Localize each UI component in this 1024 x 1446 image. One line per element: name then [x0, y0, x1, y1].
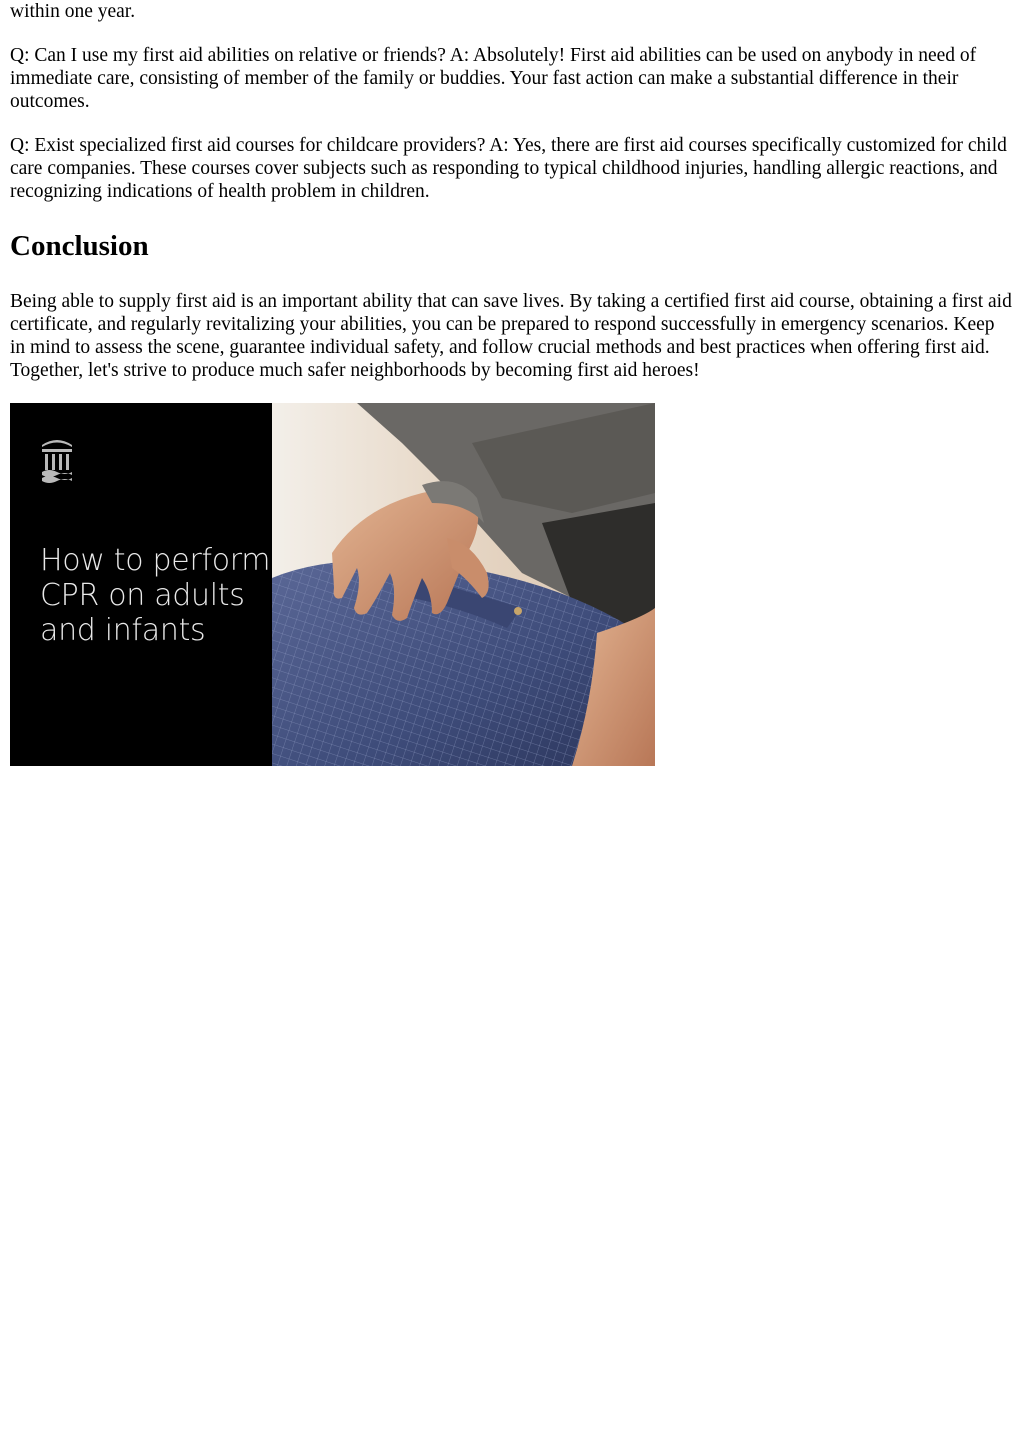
image-title [40, 543, 271, 648]
cpr-chest-compression-photo [272, 403, 655, 766]
cpr-article-image [10, 403, 655, 766]
image-title-line: and infants [40, 613, 206, 648]
faq-item-relatives: Q: Can I use my first aid abilities on relative or friends? A: Absolutely! First aid abilities can be used on anybody in need of immediate care, consisting of member of the family or buddies. Your fast action can make a substantial difference in their outcomes. [10, 45, 977, 112]
paragraph-intro-tail: within one year. [10, 1, 136, 22]
faq-item-childcare: Q: Exist specialized first aid courses for childcare providers? A: Yes, there are first aid courses specifically customized for child care companies. These courses cover subjects such as responding to typical childhood injuries, handling allergic reactions, and recognizing indications of health problem in children. [10, 135, 1007, 202]
image-title-line: How to perform [40, 543, 271, 578]
pillared-building-logo-icon [40, 435, 74, 483]
conclusion-paragraph: Being able to supply first aid is an important ability that can save lives. By taking a certified first aid course, obtaining a first aid certificate, and regularly revitalizing your abilities, you can be prepared to respond successfully in emergency scenarios. Keep in mind to assess the scene, guarantee individual safety, and follow crucial methods and best practices when offering first aid. Together, let's strive to produce much safer neighborhoods by becoming first aid heroes! [10, 291, 1012, 381]
image-title-panel [10, 403, 272, 766]
conclusion-heading: Conclusion [10, 230, 149, 262]
image-title-line: CPR on adults [40, 578, 245, 613]
